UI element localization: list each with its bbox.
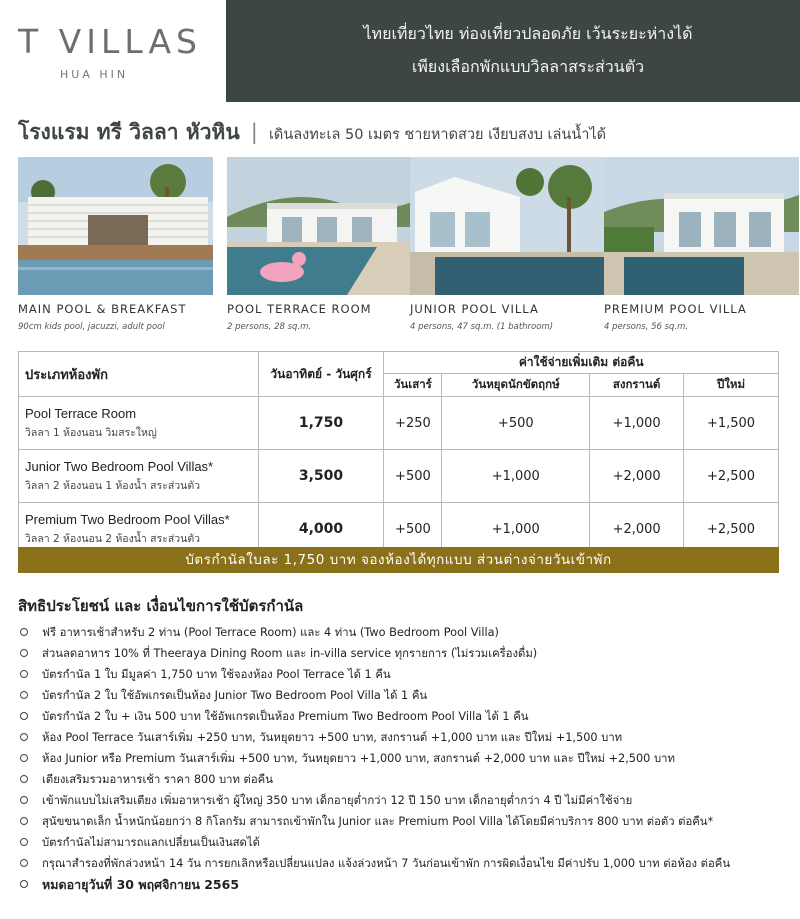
holiday-surcharge: +1,000: [442, 450, 590, 503]
slogan-line-2: เพียงเลือกพักแบบวิลลาสระส่วนตัว: [411, 57, 645, 76]
logo-title: T VILLAS: [18, 22, 203, 61]
new-year-surcharge: +1,500: [684, 397, 779, 450]
premium-villa-image: [604, 157, 799, 295]
expiry-item: [18, 876, 788, 897]
new-year-surcharge: +2,500: [684, 503, 779, 556]
circle-bullet-icon: [20, 817, 28, 825]
photo-caption-main-pool: MAIN POOL & BREAKFAST: [18, 302, 187, 316]
condition-text: สุนัขขนาดเล็ก น้ำหนักน้อยกว่า 8 กิโลกรัม สามารถเข้าพักใน Junior และ Premium Pool Villa ได้โดยมีค่าบริการ 800 บาท ต่อตัว ต่อคืน*: [42, 815, 714, 828]
list-item: [18, 708, 788, 729]
hotel-name: โรงแรม ทรี วิลลา หัวหิน: [18, 120, 240, 144]
list-item: [18, 792, 788, 813]
condition-text: ห้อง Junior หรือ Premium วันเสาร์เพิ่ม +500 บาท, วันหยุดยาว +1,000 บาท, สงกรานต์ +2,000 บาท และ ปีใหม่ +2,500 บาท: [42, 752, 675, 765]
conditions-title: สิทธิประโยชน์ และ เงื่อนไขการใช้บัตรกำนัล: [18, 597, 304, 615]
circle-bullet-icon: [20, 838, 28, 846]
list-item: [18, 750, 788, 771]
table-row: [19, 450, 779, 503]
slogan-panel: [226, 0, 800, 102]
photo-detail-pool-terrace: 2 persons, 28 sq.m.: [227, 322, 312, 332]
photo-detail-junior-villa: 4 persons, 47 sq.m. (1 bathroom): [410, 322, 554, 332]
photo-caption-pool-terrace: POOL TERRACE ROOM: [227, 302, 372, 316]
photo-main-pool: [18, 157, 213, 295]
list-item: [18, 729, 788, 750]
songkran-surcharge: +2,000: [590, 450, 684, 503]
condition-text: บัตรกำนัลไม่สามารถแลกเปลี่ยนเป็นเงินสดได้: [42, 836, 260, 849]
circle-bullet-icon: [20, 691, 28, 699]
room-name: Pool Terrace Room: [25, 405, 137, 421]
weekday-price: 4,000: [258, 503, 384, 556]
saturday-surcharge: +500: [384, 450, 442, 503]
saturday-surcharge: +250: [384, 397, 442, 450]
condition-text: ฟรี อาหารเช้าสำหรับ 2 ท่าน (Pool Terrace Room) และ 4 ท่าน (Two Bedroom Pool Villa): [42, 626, 499, 639]
circle-bullet-icon: [20, 649, 28, 657]
list-item: [18, 834, 788, 855]
table-header-row: [19, 352, 779, 374]
expiry-text: หมดอายุวันที่ 30 พฤศจิกายน 2565: [42, 877, 240, 892]
circle-bullet-icon: [20, 712, 28, 720]
list-item: [18, 813, 788, 834]
header-extra-charges: ค่าใช้จ่ายเพิ่มเติม ต่อคืน: [384, 352, 779, 374]
holiday-surcharge: +1,000: [442, 503, 590, 556]
photo-gallery: [18, 157, 782, 337]
condition-text: ส่วนลดอาหาร 10% ที่ Theeraya Dining Room และ in-villa service ทุกรายการ (ไม่รวมเครื่องดื่ม): [42, 647, 538, 660]
room-description: วิลลา 2 ห้องนอน 1 ห้องน้ำ สระส่วนตัว: [25, 479, 201, 492]
price-table: [18, 351, 779, 556]
slogan-line-1: ไทยเที่ยวไทย ท่องเที่ยวปลอดภัย เว้นระยะห่างได้: [363, 24, 693, 43]
photo-junior-villa: [410, 157, 605, 295]
holiday-surcharge: +500: [442, 397, 590, 450]
room-name: Premium Two Bedroom Pool Villas*: [25, 511, 230, 527]
circle-bullet-icon: [20, 880, 28, 888]
new-year-surcharge: +2,500: [684, 450, 779, 503]
hotel-tagline: เดินลงทะเล 50 เมตร ชายหาดสวย เงียบสงบ เล่นน้ำได้: [268, 127, 607, 143]
circle-bullet-icon: [20, 796, 28, 804]
condition-text: บัตรกำนัล 2 ใบ + เงิน 500 บาท ใช้อัพเกรดเป็นห้อง Premium Two Bedroom Pool Villa ได้ 1 คืน: [42, 710, 529, 723]
pool-terrace-image: [227, 157, 422, 295]
header: [0, 0, 800, 102]
header-public-holiday: วันหยุดนักขัตฤกษ์: [442, 374, 590, 397]
list-item: [18, 687, 788, 708]
conditions-list: [18, 624, 788, 897]
photo-detail-main-pool: 90cm kids pool, jacuzzi, adult pool: [18, 322, 165, 332]
room-description: วิลลา 1 ห้องนอน วิมสระใหญ่: [25, 426, 157, 439]
condition-text: กรุณาสำรองที่พักล่วงหน้า 14 วัน การยกเลิกหรือเปลี่ยนแปลง แจ้งล่วงหน้า 7 วันก่อนเข้าพัก การผิดเงื่อนไข มีค่าปรับ 1,000 บาท ต่อห้อง ต่อคืน: [42, 857, 731, 870]
photo-pool-terrace: [227, 157, 422, 295]
condition-text: เข้าพักแบบไม่เสริมเตียง เพิ่มอาหารเช้า ผู้ใหญ่ 350 บาท เด็กอายุต่ำกว่า 12 ปี 150 บาท เด็กอายุต่ำกว่า 4 ปี ไม่มีค่าใช้จ่าย: [42, 794, 633, 807]
saturday-surcharge: +500: [384, 503, 442, 556]
title-separator: |: [250, 120, 258, 144]
header-room-type: ประเภทห้องพัก: [19, 352, 259, 397]
songkran-surcharge: +2,000: [590, 503, 684, 556]
list-item: [18, 645, 788, 666]
condition-text: บัตรกำนัล 2 ใบ ใช้อัพเกรดเป็นห้อง Junior Two Bedroom Pool Villa ได้ 1 คืน: [42, 689, 428, 702]
logo-subtitle: HUA HIN: [60, 68, 129, 81]
circle-bullet-icon: [20, 670, 28, 678]
room-name-cell: [19, 450, 259, 503]
circle-bullet-icon: [20, 733, 28, 741]
table-row: [19, 397, 779, 450]
hotel-title-line: [18, 116, 798, 149]
list-item: [18, 624, 788, 645]
list-item: [18, 771, 788, 792]
photo-caption-premium-villa: PREMIUM POOL VILLA: [604, 302, 747, 316]
header-weekday-rate: วันอาทิตย์ - วันศุกร์: [258, 352, 384, 397]
room-description: วิลลา 2 ห้องนอน 2 ห้องน้ำ สระส่วนตัว: [25, 532, 201, 545]
condition-text: เตียงเสริมรวมอาหารเช้า ราคา 800 บาท ต่อคืน: [42, 773, 273, 786]
junior-villa-image: [410, 157, 605, 295]
photo-caption-junior-villa: JUNIOR POOL VILLA: [410, 302, 539, 316]
header-saturday: วันเสาร์: [384, 374, 442, 397]
songkran-surcharge: +1,000: [590, 397, 684, 450]
photo-premium-villa: [604, 157, 799, 295]
weekday-price: 1,750: [258, 397, 384, 450]
circle-bullet-icon: [20, 628, 28, 636]
circle-bullet-icon: [20, 859, 28, 867]
photo-detail-premium-villa: 4 persons, 56 sq.m.: [604, 322, 689, 332]
circle-bullet-icon: [20, 775, 28, 783]
header-songkran: สงกรานต์: [590, 374, 684, 397]
list-item: [18, 666, 788, 687]
room-name-cell: [19, 397, 259, 450]
main-pool-image: [18, 157, 213, 295]
circle-bullet-icon: [20, 754, 28, 762]
header-new-year: ปีใหม่: [684, 374, 779, 397]
room-name: Junior Two Bedroom Pool Villas*: [25, 458, 214, 474]
condition-text: ห้อง Pool Terrace วันเสาร์เพิ่ม +250 บาท, วันหยุดยาว +500 บาท, สงกรานต์ +1,000 บาท และ ปีใหม่ +1,500 บาท: [42, 731, 623, 744]
weekday-price: 3,500: [258, 450, 384, 503]
voucher-banner: บัตรกำนัลใบละ 1,750 บาท จองห้องได้ทุกแบบ ส่วนต่างจ่ายวันเข้าพัก: [18, 547, 779, 573]
logo: [0, 0, 226, 102]
condition-text: บัตรกำนัล 1 ใบ มีมูลค่า 1,750 บาท ใช้จองห้อง Pool Terrace ได้ 1 คืน: [42, 668, 391, 681]
list-item: [18, 855, 788, 876]
